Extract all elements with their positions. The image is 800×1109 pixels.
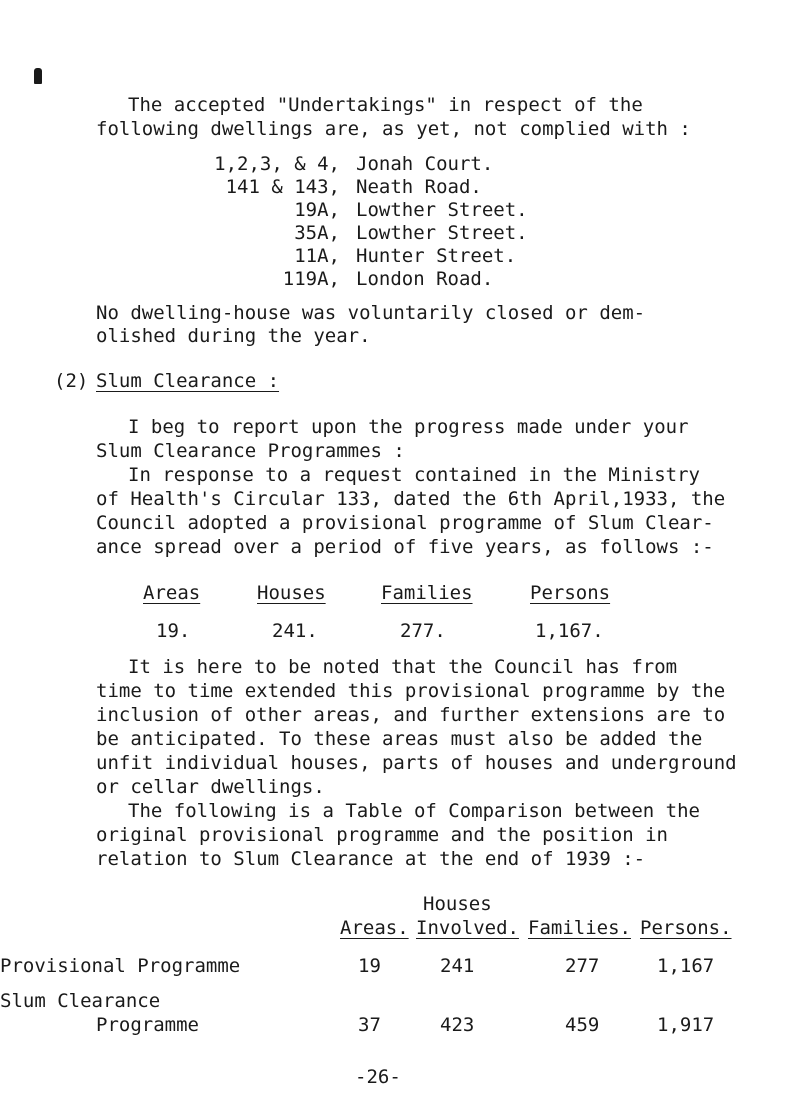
dwelling-number: 19A, <box>294 199 340 221</box>
comparison-cell-persons: 1,167 <box>657 955 715 977</box>
report-line-6: ance spread over a period of five years, as follows :- <box>96 536 714 558</box>
dwelling-street: Jonah Court. <box>356 153 494 175</box>
comparison-header-houses: Involved. <box>416 917 519 939</box>
comparison-cell-areas: 19 <box>358 955 381 977</box>
comparison-row-label-2: Programme <box>96 1014 199 1036</box>
summary-value-families: 277. <box>400 620 446 642</box>
dwelling-number: 141 & 143, <box>225 176 340 198</box>
dwelling-street: Lowther Street. <box>356 199 528 221</box>
comparison-cell-areas: 37 <box>358 1014 381 1036</box>
report-line-5: Council adopted a provisional programme of Slum Clear- <box>96 512 714 534</box>
report-line-2: Slum Clearance Programmes : <box>96 440 405 462</box>
intro-line-2: following dwellings are, as yet, not complied with : <box>96 118 691 140</box>
intro-line-1: The accepted "Undertakings" in respect of the <box>128 94 643 116</box>
extension-line-6: or cellar dwellings. <box>96 776 325 798</box>
comparison-header-persons: Persons. <box>640 917 732 939</box>
extension-line-9: relation to Slum Clearance at the end of 1939 :- <box>96 848 646 870</box>
dwelling-street: Lowther Street. <box>356 222 528 244</box>
dwelling-number: 35A, <box>294 222 340 244</box>
extension-line-5: unfit individual houses, parts of houses and underground <box>96 752 737 774</box>
dwelling-number: 1,2,3, & 4, <box>214 153 340 175</box>
dwelling-street: Hunter Street. <box>356 245 517 267</box>
summary-value-persons: 1,167. <box>535 620 604 642</box>
extension-line-3: inclusion of other areas, and further extensions are to <box>96 704 726 726</box>
dwelling-number: 11A, <box>294 245 340 267</box>
scan-mark <box>34 68 42 84</box>
comparison-row-label: Slum Clearance <box>0 990 161 1012</box>
dwelling-street: London Road. <box>356 268 494 290</box>
extension-line-7: The following is a Table of Comparison between the <box>128 800 700 822</box>
comparison-row-label: Provisional Programme <box>0 955 241 977</box>
report-line-3: In response to a request contained in the Ministry <box>128 464 700 486</box>
summary-value-houses: 241. <box>272 620 318 642</box>
extension-line-8: original provisional programme and the position in <box>96 824 668 846</box>
dwelling-street: Neath Road. <box>356 176 482 198</box>
comparison-cell-families: 459 <box>565 1014 600 1036</box>
extension-line-2: time to time extended this provisional programme by the <box>96 680 726 702</box>
comparison-cell-families: 277 <box>565 955 600 977</box>
section-number: (2) <box>54 370 89 392</box>
comparison-header-families: Families. <box>528 917 631 939</box>
comparison-header-houses-top: Houses <box>423 893 492 915</box>
report-line-1: I beg to report upon the progress made under your <box>128 416 689 438</box>
closure-note-line-1: No dwelling-house was voluntarily closed or dem- <box>96 302 646 324</box>
summary-header-houses: Houses <box>257 582 326 604</box>
summary-header-areas: Areas <box>143 582 201 604</box>
dwelling-number: 119A, <box>282 268 340 290</box>
comparison-header-areas: Areas. <box>340 917 409 939</box>
comparison-cell-persons: 1,917 <box>657 1014 715 1036</box>
summary-header-persons: Persons <box>530 582 611 604</box>
summary-value-areas: 19. <box>156 620 191 642</box>
extension-line-1: It is here to be noted that the Council has from <box>128 656 678 678</box>
page-number: -26- <box>355 1066 401 1088</box>
summary-header-families: Families <box>381 582 473 604</box>
extension-line-4: be anticipated. To these areas must also be added the <box>96 728 703 750</box>
closure-note-line-2: olished during the year. <box>96 325 371 347</box>
section-heading: Slum Clearance : <box>96 370 280 392</box>
comparison-cell-houses: 241 <box>440 955 475 977</box>
comparison-cell-houses: 423 <box>440 1014 475 1036</box>
report-line-4: of Health's Circular 133, dated the 6th April,1933, the <box>96 488 726 510</box>
